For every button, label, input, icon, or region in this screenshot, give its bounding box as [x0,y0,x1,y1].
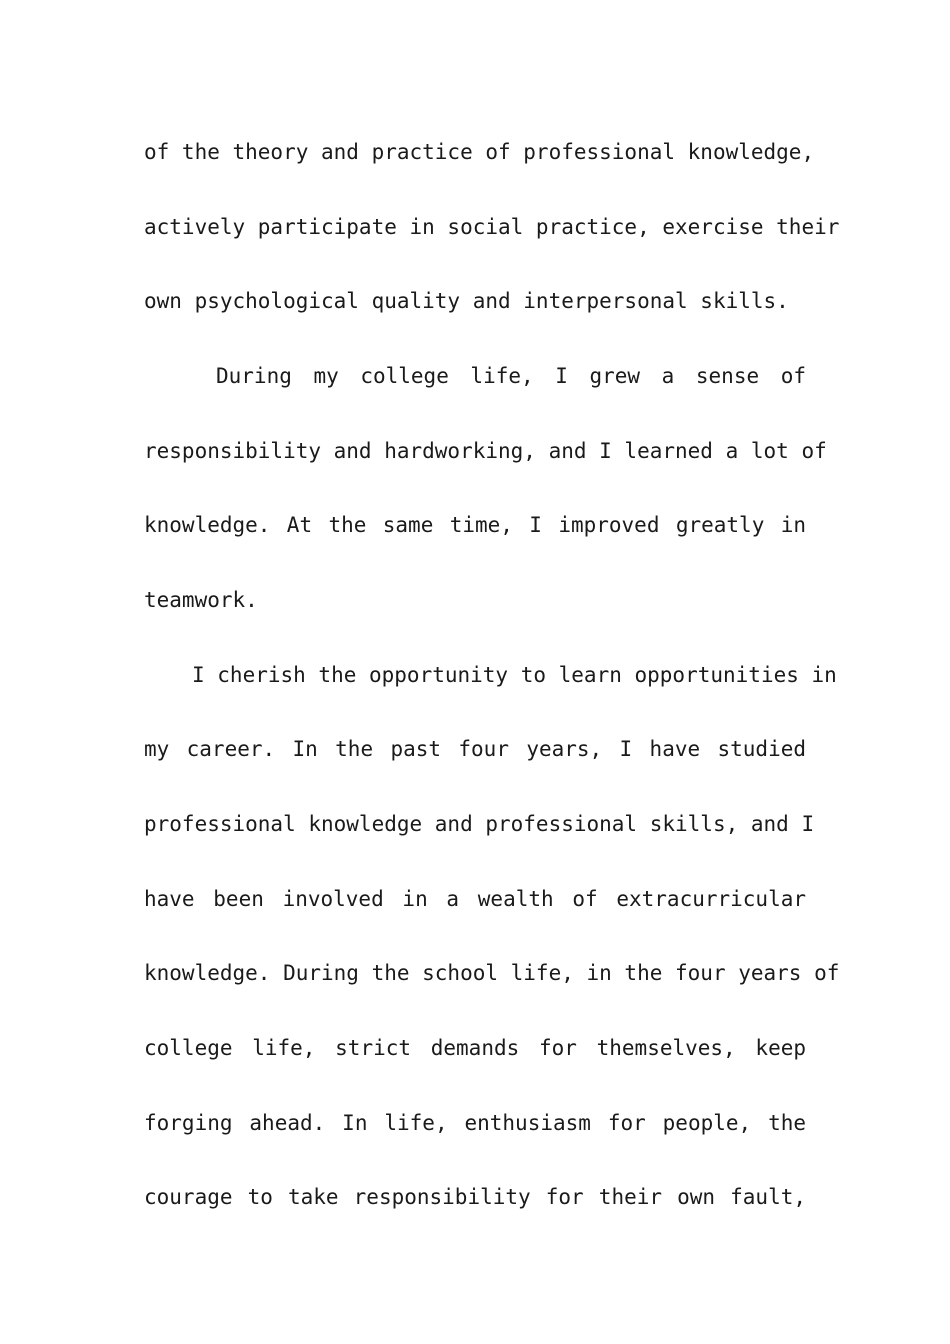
paragraph-first-line: During my college life, I grew a sense of [216,364,806,388]
text-line: knowledge. At the same time, I improved greatly in [144,513,806,537]
paragraph-first-line: I cherish the opportunity to learn opportunities in [192,663,837,687]
text-line: courage to take responsibility for their own fault, [144,1185,806,1209]
text-line: professional knowledge and professional skills, and I [144,812,815,836]
text-line: college life, strict demands for themselves, keep [144,1036,806,1060]
text-line: knowledge. During the school life, in the four years of [144,961,840,985]
text-line: have been involved in a wealth of extracurricular [144,887,806,911]
text-line: forging ahead. In life, enthusiasm for people, the [144,1111,806,1135]
text-line: my career. In the past four years, I have studied [144,737,806,761]
text-line: actively participate in social practice, exercise their [144,215,840,239]
text-line: own psychological quality and interpersonal skills. [144,289,789,313]
text-line: responsibility and hardworking, and I learned a lot of [144,439,827,463]
text-line: teamwork. [144,588,258,612]
text-line: of the theory and practice of professional knowledge, [144,140,815,164]
